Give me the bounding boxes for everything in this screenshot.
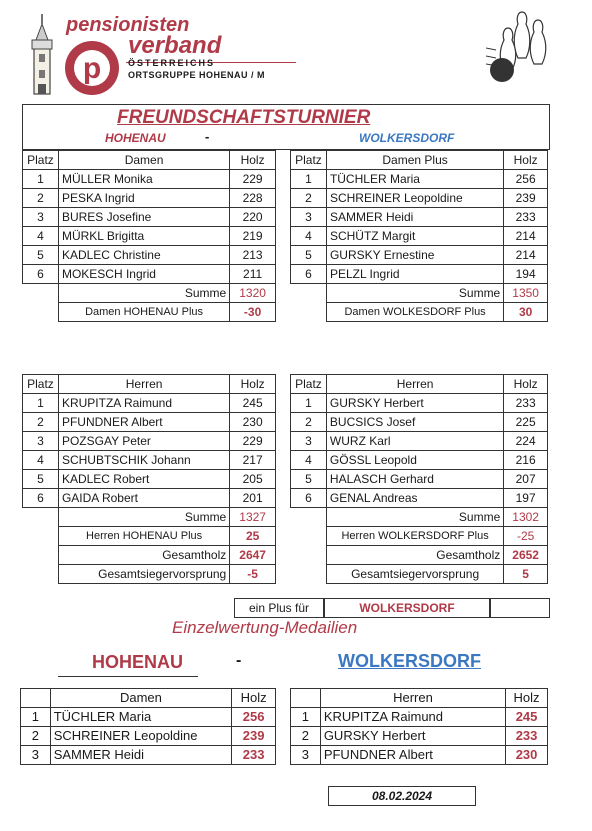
name-cell: KADLEC Robert (58, 470, 229, 489)
name-cell: PELZL Ingrid (326, 265, 503, 284)
holz-cell: 245 (230, 394, 276, 413)
table-header-row (23, 375, 276, 394)
platz-cell: 2 (21, 727, 51, 746)
table-row (21, 746, 276, 765)
holz-cell: 239 (232, 727, 276, 746)
summe-label: Summe (326, 508, 503, 527)
medals-herren-table (290, 688, 548, 765)
holz-cell: 194 (504, 265, 548, 284)
holz-cell: 216 (504, 451, 548, 470)
medals-team-a: HOHENAU (92, 652, 184, 672)
platz-cell: 1 (291, 170, 327, 189)
name-cell: PFUNDNER Albert (58, 413, 229, 432)
name-cell: TÜCHLER Maria (326, 170, 503, 189)
plus-value: -25 (504, 527, 548, 546)
result-empty-cell (490, 598, 550, 618)
holz-cell: 228 (230, 189, 276, 208)
name-cell: SCHREINER Leopoldine (50, 727, 231, 746)
holz-cell: 230 (230, 413, 276, 432)
table-row (21, 727, 276, 746)
table-row (291, 470, 548, 489)
summe-row (291, 508, 548, 527)
platz-cell: 3 (23, 208, 59, 227)
medals-dash: - (236, 652, 242, 669)
holz-cell: 229 (230, 432, 276, 451)
name-cell: MÜRKL Brigitta (58, 227, 229, 246)
plus-label: Damen WOLKESDORF Plus (326, 303, 503, 322)
org-name-line1: pensionisten (66, 14, 190, 36)
name-cell: KRUPITZA Raimund (320, 708, 505, 727)
table-row (21, 708, 276, 727)
table-row (291, 394, 548, 413)
plus-row (23, 303, 276, 322)
gesamt-row (291, 546, 548, 565)
holz-cell: 214 (504, 246, 548, 265)
col-header-holz: Holz (506, 689, 548, 708)
platz-cell: 3 (291, 208, 327, 227)
name-cell: HALASCH Gerhard (326, 470, 503, 489)
name-cell: KRUPITZA Raimund (58, 394, 229, 413)
logo-icon (64, 40, 120, 96)
col-header-holz: Holz (504, 375, 548, 394)
holz-cell: 256 (232, 708, 276, 727)
gesamt-label: Gesamtholz (58, 546, 229, 565)
tournament-title: FREUNDSCHAFTSTURNIER (117, 107, 371, 128)
platz-cell: 1 (21, 708, 51, 727)
team-a-underline (58, 676, 198, 677)
table-row (23, 265, 276, 284)
holz-cell: 219 (230, 227, 276, 246)
team-dash: - (205, 129, 210, 144)
name-cell: GURSKY Herbert (320, 727, 505, 746)
table-row (291, 189, 548, 208)
col-header-name: Damen Plus (326, 151, 503, 170)
damen-hohenau-table (22, 150, 276, 322)
name-cell: SCHREINER Leopoldine (326, 189, 503, 208)
platz-cell: 5 (291, 246, 327, 265)
summe-row (23, 284, 276, 303)
platz-cell: 1 (23, 394, 59, 413)
col-header-holz: Holz (230, 375, 276, 394)
table-row (23, 451, 276, 470)
herren-wolkersdorf-table (290, 374, 548, 584)
plus-row (291, 527, 548, 546)
col-header-holz: Holz (230, 151, 276, 170)
holz-cell: 239 (504, 189, 548, 208)
col-header-rank (21, 689, 51, 708)
name-cell: SCHUBTSCHIK Johann (58, 451, 229, 470)
name-cell: GURSKY Herbert (326, 394, 503, 413)
col-header-name: Herren (320, 689, 505, 708)
vorsprung-label: Gesamtsiegervorsprung (58, 565, 229, 584)
team-a-name: HOHENAU (105, 131, 166, 145)
holz-cell: 213 (230, 246, 276, 265)
summe-label: Summe (326, 284, 503, 303)
name-cell: POZSGAY Peter (58, 432, 229, 451)
plus-row (291, 303, 548, 322)
name-cell: KADLEC Christine (58, 246, 229, 265)
table-row (291, 489, 548, 508)
name-cell: GURSKY Ernestine (326, 246, 503, 265)
holz-cell: 214 (504, 227, 548, 246)
platz-cell: 2 (291, 413, 327, 432)
table-row (23, 413, 276, 432)
table-row (291, 265, 548, 284)
table-header-row (291, 375, 548, 394)
result-winner: WOLKERSDORF (324, 598, 490, 618)
platz-cell: 2 (291, 727, 321, 746)
vorsprung-label: Gesamtsiegervorsprung (326, 565, 503, 584)
summe-label: Summe (58, 284, 229, 303)
holz-cell: 230 (506, 746, 548, 765)
platz-cell: 1 (23, 170, 59, 189)
holz-cell: 211 (230, 265, 276, 284)
holz-cell: 233 (232, 746, 276, 765)
table-row (291, 208, 548, 227)
plus-label: Herren WOLKERSDORF Plus (326, 527, 503, 546)
bowling-icon (486, 8, 558, 88)
holz-cell: 224 (504, 432, 548, 451)
platz-cell: 5 (23, 470, 59, 489)
name-cell: MÜLLER Monika (58, 170, 229, 189)
platz-cell: 6 (23, 489, 59, 508)
table-row (23, 394, 276, 413)
damen-wolkersdorf-table (290, 150, 548, 322)
col-header-rank (291, 689, 321, 708)
table-row (291, 170, 548, 189)
name-cell: BURES Josefine (58, 208, 229, 227)
name-cell: BUCSICS Josef (326, 413, 503, 432)
platz-cell: 1 (291, 394, 327, 413)
platz-cell: 3 (291, 432, 327, 451)
col-header-holz: Holz (504, 151, 548, 170)
holz-cell: 229 (230, 170, 276, 189)
table-row (291, 432, 548, 451)
vorsprung-value: 5 (504, 565, 548, 584)
platz-cell: 2 (291, 189, 327, 208)
table-header-row (291, 689, 548, 708)
name-cell: PFUNDNER Albert (320, 746, 505, 765)
holz-cell: 207 (504, 470, 548, 489)
table-row (291, 708, 548, 727)
platz-cell: 4 (291, 451, 327, 470)
platz-cell: 2 (23, 413, 59, 432)
plus-value: 25 (230, 527, 276, 546)
table-row (291, 746, 548, 765)
org-name-line4: ORTSGRUPPE HOHENAU / M (128, 70, 266, 80)
col-header-name: Damen (50, 689, 231, 708)
table-header-row (291, 151, 548, 170)
name-cell: SCHÜTZ Margit (326, 227, 503, 246)
summe-value: 1327 (230, 508, 276, 527)
table-row (291, 727, 548, 746)
table-row (291, 413, 548, 432)
col-header-holz: Holz (232, 689, 276, 708)
name-cell: GAIDA Robert (58, 489, 229, 508)
holz-cell: 197 (504, 489, 548, 508)
platz-cell: 3 (23, 432, 59, 451)
team-b-name: WOLKERSDORF (359, 131, 455, 145)
table-header-row (21, 689, 276, 708)
org-name-line2: verband (128, 32, 222, 59)
platz-cell: 3 (21, 746, 51, 765)
summe-value: 1320 (230, 284, 276, 303)
holz-cell: 233 (504, 394, 548, 413)
name-cell: GÖSSL Leopold (326, 451, 503, 470)
col-header-platz: Platz (23, 151, 59, 170)
org-name-line3: ÖSTERREICHS (128, 58, 216, 68)
name-cell: MOKESCH Ingrid (58, 265, 229, 284)
platz-cell: 3 (291, 746, 321, 765)
summe-label: Summe (58, 508, 229, 527)
platz-cell: 6 (291, 489, 327, 508)
holz-cell: 225 (504, 413, 548, 432)
platz-cell: 2 (23, 189, 59, 208)
summe-row (291, 284, 548, 303)
holz-cell: 233 (504, 208, 548, 227)
plus-value: -30 (230, 303, 276, 322)
summe-value: 1350 (504, 284, 548, 303)
plus-row (23, 527, 276, 546)
platz-cell: 6 (291, 265, 327, 284)
platz-cell: 5 (23, 246, 59, 265)
holz-cell: 205 (230, 470, 276, 489)
date-box: 08.02.2024 (328, 786, 476, 806)
table-row (23, 189, 276, 208)
herren-hohenau-table (22, 374, 276, 584)
logo-letter: p (82, 52, 102, 85)
table-header-row (23, 151, 276, 170)
name-cell: GENAL Andreas (326, 489, 503, 508)
table-row (23, 208, 276, 227)
holz-cell: 201 (230, 489, 276, 508)
holz-cell: 217 (230, 451, 276, 470)
platz-cell: 5 (291, 470, 327, 489)
vorsprung-row (291, 565, 548, 584)
table-row (291, 227, 548, 246)
name-cell: SAMMER Heidi (326, 208, 503, 227)
table-row (23, 227, 276, 246)
gesamt-label: Gesamtholz (326, 546, 503, 565)
name-cell: WURZ Karl (326, 432, 503, 451)
tower-icon (28, 12, 56, 96)
summe-value: 1302 (504, 508, 548, 527)
plus-label: Damen HOHENAU Plus (58, 303, 229, 322)
col-header-name: Herren (58, 375, 229, 394)
gesamt-value: 2652 (504, 546, 548, 565)
medals-title: Einzelwertung-Medailien (172, 618, 358, 637)
plus-value: 30 (504, 303, 548, 322)
col-header-name: Herren (326, 375, 503, 394)
table-row (23, 432, 276, 451)
platz-cell: 6 (23, 265, 59, 284)
medals-damen-table (20, 688, 276, 765)
col-header-platz: Platz (23, 375, 59, 394)
table-row (23, 489, 276, 508)
gesamt-value: 2647 (230, 546, 276, 565)
col-header-platz: Platz (291, 375, 327, 394)
vorsprung-row (23, 565, 276, 584)
platz-cell: 4 (23, 227, 59, 246)
title-box (22, 104, 550, 150)
col-header-name: Damen (58, 151, 229, 170)
holz-cell: 256 (504, 170, 548, 189)
holz-cell: 220 (230, 208, 276, 227)
name-cell: PESKA Ingrid (58, 189, 229, 208)
vorsprung-value: -5 (230, 565, 276, 584)
table-row (23, 246, 276, 265)
plus-label: Herren HOHENAU Plus (58, 527, 229, 546)
gesamt-row (23, 546, 276, 565)
medals-team-b: WOLKERSDORF (338, 651, 481, 671)
table-row (23, 470, 276, 489)
table-row (291, 246, 548, 265)
name-cell: TÜCHLER Maria (50, 708, 231, 727)
table-row (291, 451, 548, 470)
holz-cell: 245 (506, 708, 548, 727)
result-label: ein Plus für (234, 598, 324, 618)
platz-cell: 4 (23, 451, 59, 470)
table-row (23, 170, 276, 189)
name-cell: SAMMER Heidi (50, 746, 231, 765)
platz-cell: 1 (291, 708, 321, 727)
platz-cell: 4 (291, 227, 327, 246)
summe-row (23, 508, 276, 527)
holz-cell: 233 (506, 727, 548, 746)
col-header-platz: Platz (291, 151, 327, 170)
